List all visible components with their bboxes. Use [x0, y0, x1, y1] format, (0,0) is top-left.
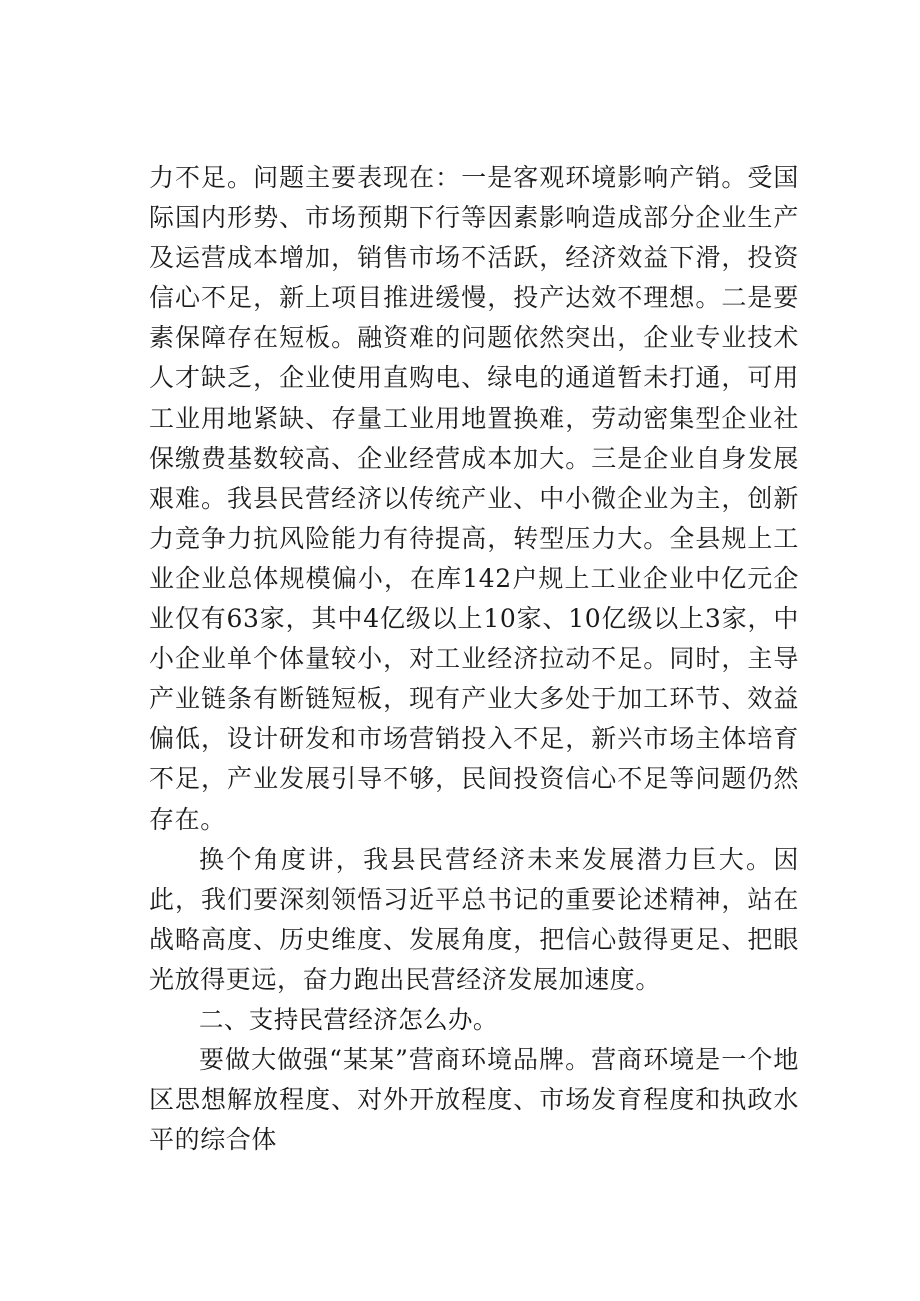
paragraph-potential: 换个角度讲，我县民营经济未来发展潜力巨大。因此，我们要深刻领悟习近平总书记的重要论述精神，站在战略高度、历史维度、发展角度，把信心鼓得更足、把眼光放得更远，奋力跑出民营经济发展加速度。 — [149, 844, 799, 994]
document-body — [149, 158, 799, 1160]
section-heading: 二、支持民营经济怎么办。 — [199, 1004, 498, 1034]
paragraph-problems: 力不足。问题主要表现在：一是客观环境影响产销。受国际国内形势、市场预期下行等因素影响造成部分企业生产及运营成本增加，销售市场不活跃，经济效益下滑，投资信心不足，新上项目推进缓慢，投产达效不理想。二是要素保障存在短板。融资难的问题依然突出，企业专业技术人才缺乏，企业使用直购电、绿电的通道暂未打通，可用工业用地紧缺、存量工业用地置换难，劳动密集型企业社保缴费基数较高、企业经营成本加大。三是企业自身发展艰难。我县民营经济以传统产业、中小微企业为主，创新力竞争力抗风险能力有待提高，转型压力大。全县规上工业企业总体规模偏小，在库142户规上工业企业中亿元企业仅有63家，其中4亿级以上10家、10亿级以上3家，中小企业单个体量较小，对工业经济拉动不足。同时，主导产业链条有断链短板，现有产业大多处于加工环节、效益偏低，设计研发和市场营销投入不足，新兴市场主体培育不足，产业发展引导不够，民间投资信心不足等问题仍然存在。 — [149, 163, 799, 834]
paragraph-business-environment: 要做大做强“某某”营商环境品牌。营商环境是一个地区思想解放程度、对外开放程度、市场发育程度和执政水平的综合体 — [149, 1045, 799, 1155]
